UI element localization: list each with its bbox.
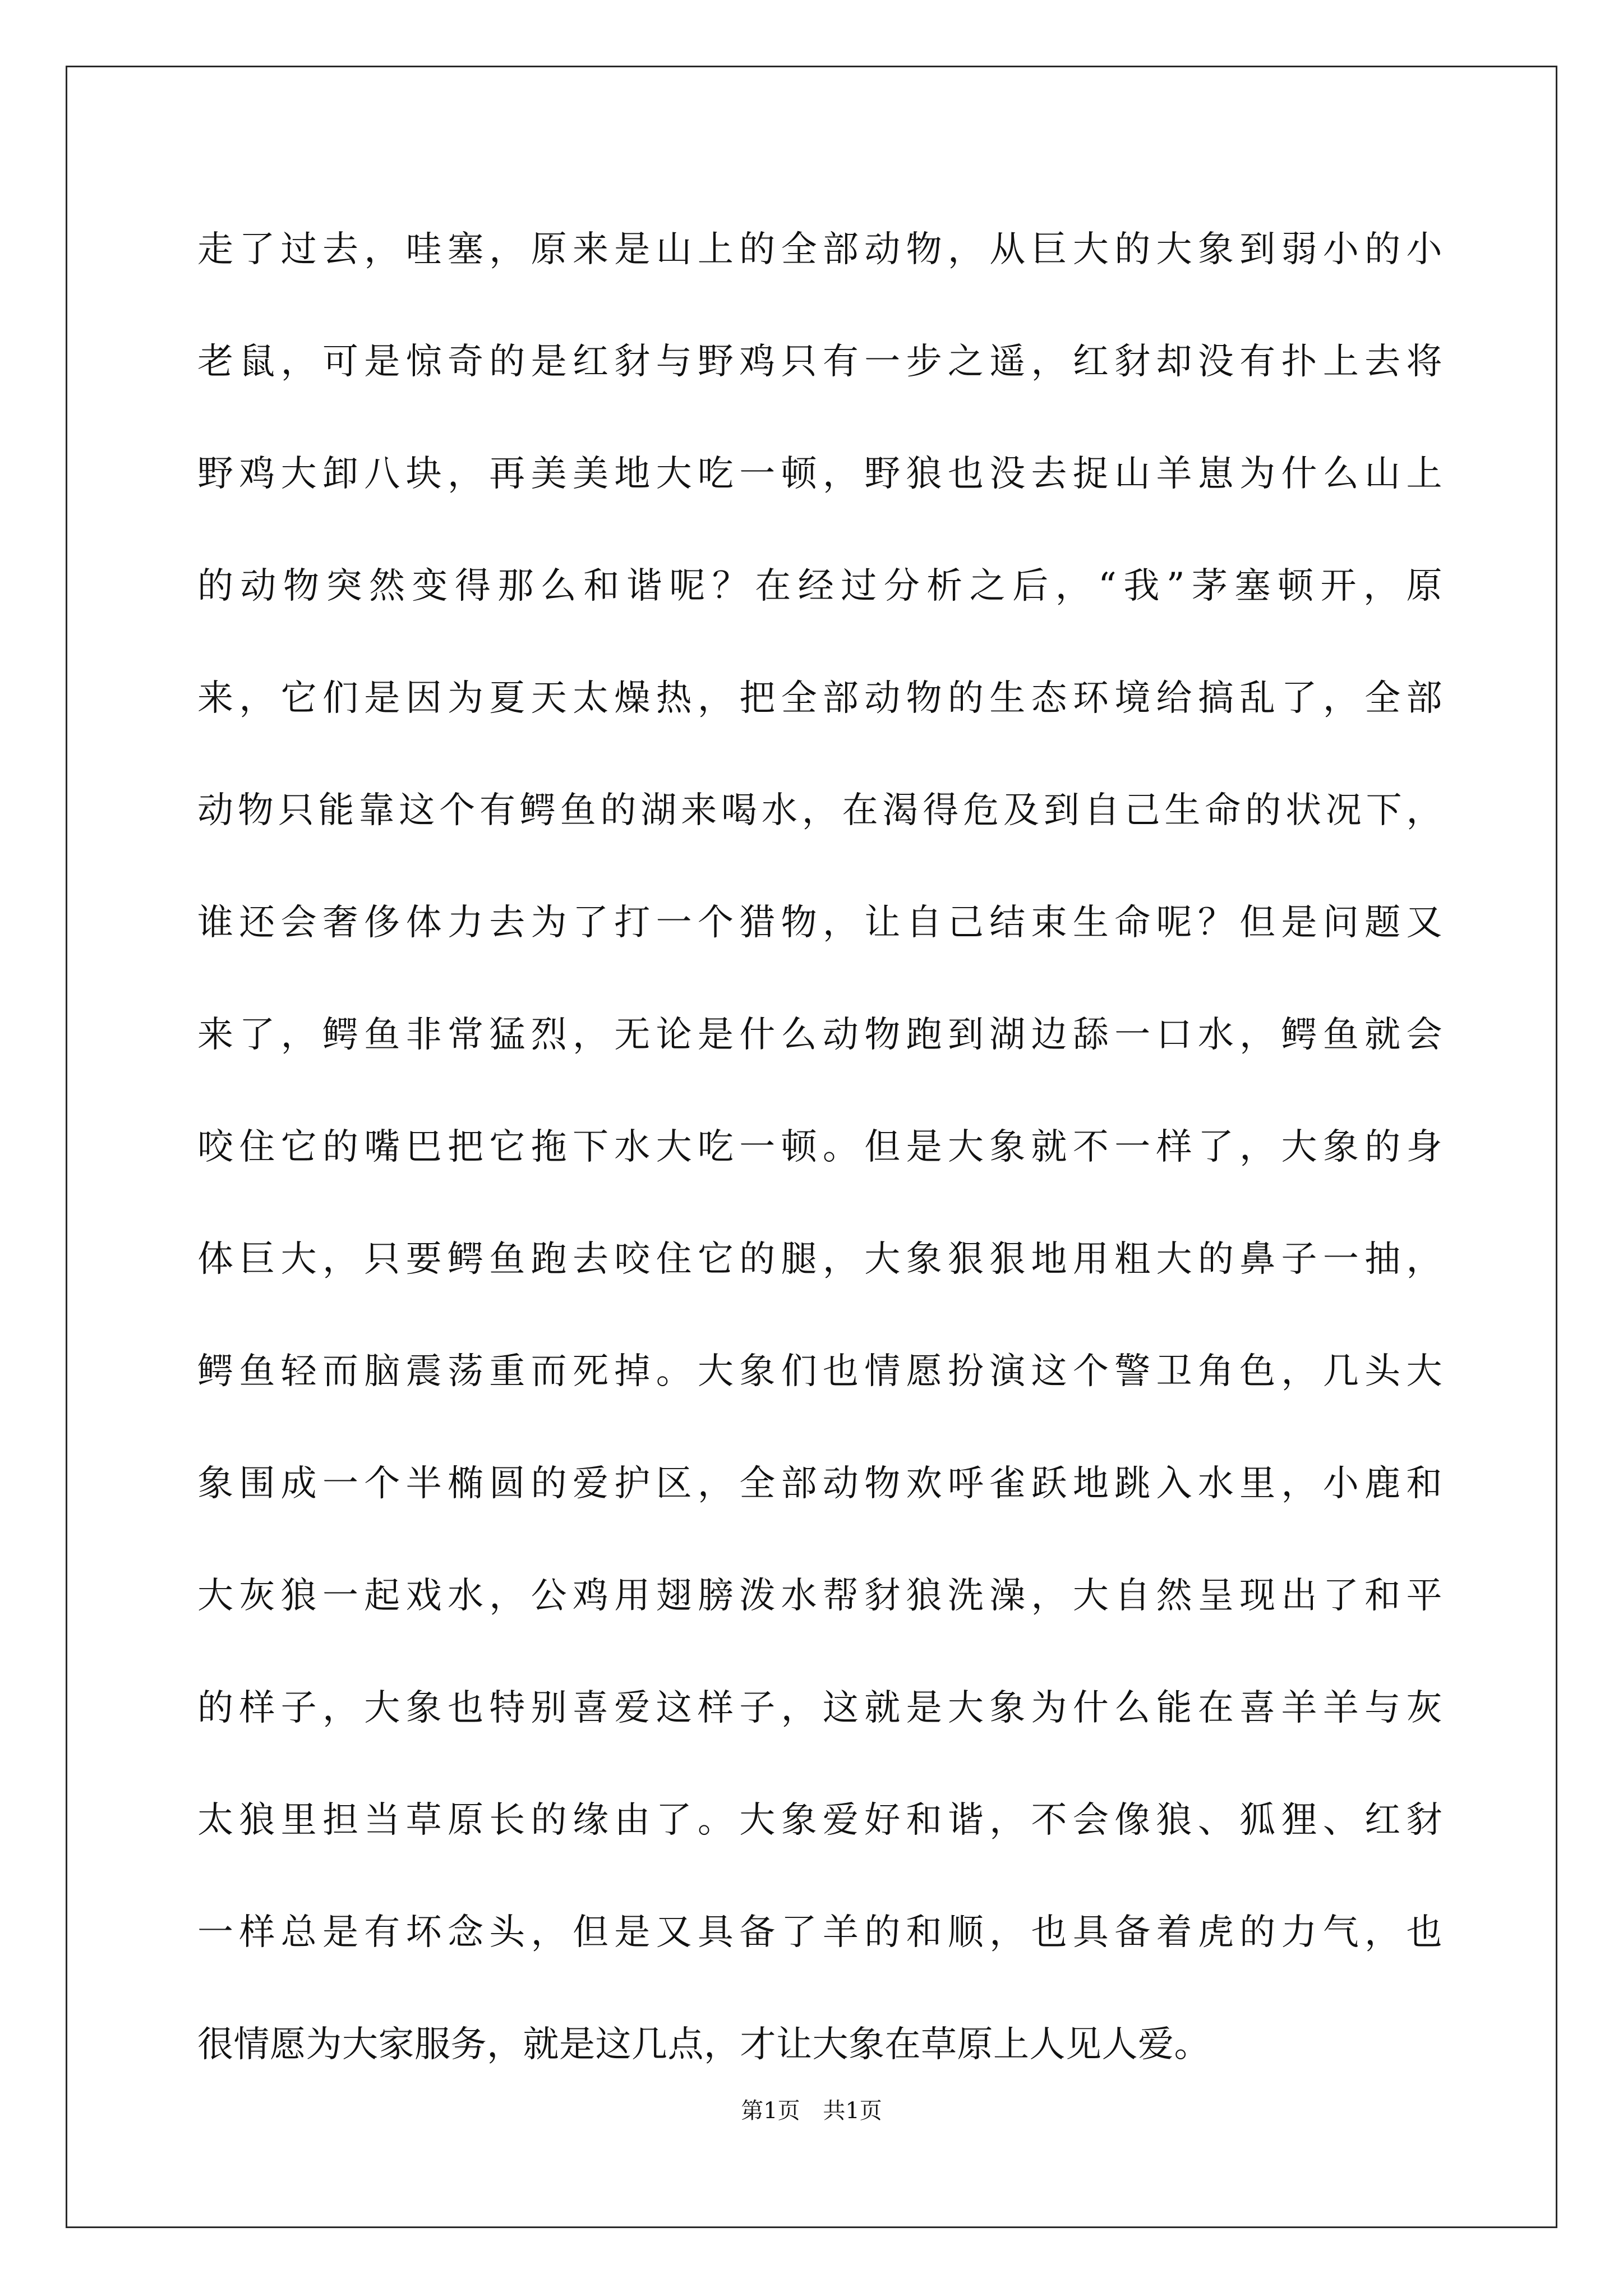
text-line: 动物只能靠这个有鳄鱼的湖来喝水，在渴得危及到自己生命的状况下， [197,790,1442,831]
text-line: 一样总是有坏念头，但是又具备了羊的和顺，也具备着虎的力气，也 [197,1912,1442,1953]
document-body [197,213,1442,2120]
page-total: 共1页 [823,2098,882,2124]
text-line: 大灰狼一起戏水，公鸡用翅膀泼水帮豺狼洗澡，大自然呈现出了和平 [197,1575,1442,1617]
text-line: 来，它们是因为夏天太燥热，把全部动物的生态环境给搞乱了，全部 [197,678,1442,719]
text-line: 太狼里担当草原长的缘由了。大象爱好和谐，不会像狼、狐狸、红豺 [197,1800,1442,1841]
text-line: 体巨大，只要鳄鱼跑去咬住它的腿，大象狠狠地用粗大的鼻子一抽， [197,1239,1442,1280]
page-number: 第1页 [741,2098,800,2124]
text-line: 象围成一个半椭圆的爱护区，全部动物欢呼雀跃地跳入水里，小鹿和 [197,1463,1442,1504]
text-line: 鳄鱼轻而脑震荡重而死掉。大象们也情愿扮演这个警卫角色，几头大 [197,1351,1442,1392]
text-line-last: 很情愿为大家服务，就是这几点，才让大象在草原上人见人爱。 [197,2024,1210,2065]
text-line: 走了过去，哇塞，原来是山上的全部动物，从巨大的大象到弱小的小 [197,229,1442,270]
page-footer [0,2095,1623,2127]
text-line: 的样子，大象也特别喜爱这样子，这就是大象为什么能在喜羊羊与灰 [197,1687,1442,1729]
text-line: 谁还会奢侈体力去为了打一个猎物，让自己结束生命呢？但是问题又 [197,902,1442,944]
text-line: 来了，鳄鱼非常猛烈，无论是什么动物跑到湖边舔一口水，鳄鱼就会 [197,1014,1442,1056]
text-line: 的动物突然变得那么和谐呢？在经过分析之后，“我”茅塞顿开，原 [197,565,1442,607]
text-line: 老鼠，可是惊奇的是红豺与野鸡只有一步之遥，红豺却没有扑上去将 [197,341,1442,383]
text-line: 咬住它的嘴巴把它拖下水大吃一顿。但是大象就不一样了，大象的身 [197,1126,1442,1168]
text-line: 野鸡大卸八块，再美美地大吃一顿，野狼也没去捉山羊崽为什么山上 [197,453,1442,495]
